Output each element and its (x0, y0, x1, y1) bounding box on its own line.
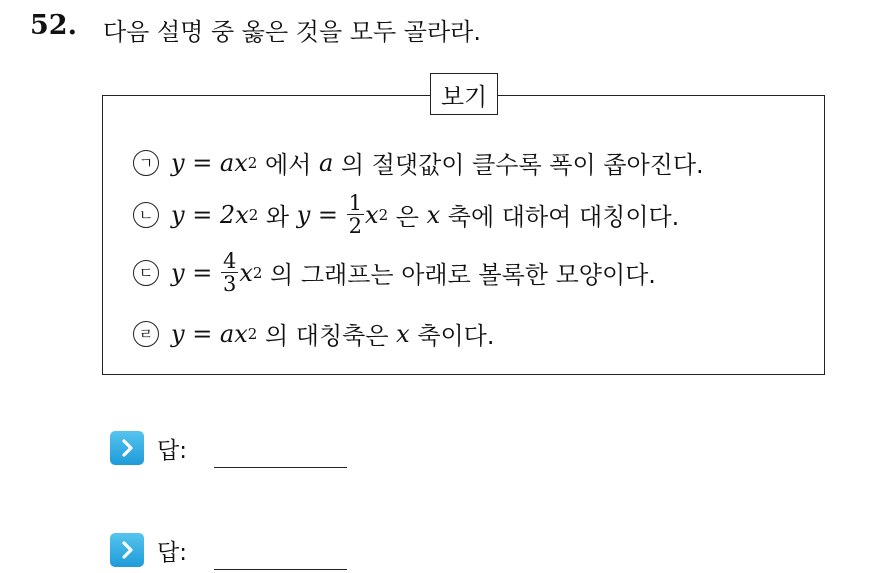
answer-label: 답: (157, 437, 187, 464)
exponent: 2 (247, 324, 258, 343)
question-text: 다음 설명 중 옳은 것을 모두 골라라. (103, 18, 481, 46)
item-text: 에서 (257, 151, 319, 179)
item-text: 축이다. (409, 322, 495, 350)
example-item-3 (133, 250, 656, 295)
item-text: 의 절댓값이 클수록 폭이 좁아진다. (333, 151, 704, 179)
example-item-1 (133, 145, 704, 180)
variable: x (365, 200, 379, 229)
equation: y = ax (171, 319, 248, 348)
circled-marker-3: ㄷ (133, 260, 159, 286)
exponent: 2 (378, 205, 389, 224)
exponent: 2 (247, 153, 258, 172)
variable: x (426, 200, 441, 229)
item-text: 와 (258, 203, 297, 232)
equation: y = (171, 258, 220, 287)
item-text: 축에 대하여 대칭이다. (440, 203, 680, 232)
answer-input-line-2[interactable] (214, 569, 347, 570)
circled-marker-2: ㄴ (133, 202, 159, 228)
answer-row-2 (110, 533, 187, 567)
circled-marker-4: ㄹ (133, 321, 159, 347)
exponent: 2 (248, 205, 259, 224)
answer-row-1 (110, 431, 187, 465)
answer-label: 답: (157, 539, 187, 566)
fraction (221, 250, 238, 295)
fraction (347, 192, 364, 237)
equation: y = (296, 200, 346, 229)
chevron-right-icon (110, 431, 144, 465)
item-text: 의 그래프는 아래로 볼록한 모양이다. (262, 261, 656, 290)
fraction-numerator: 1 (348, 191, 363, 215)
item-text: 은 (388, 203, 427, 232)
example-box-title: 보기 (430, 73, 498, 115)
item-text: 의 대칭축은 (257, 322, 397, 350)
example-item-4 (133, 316, 495, 351)
fraction-numerator: 4 (222, 249, 237, 273)
answer-input-line-1[interactable] (214, 467, 347, 468)
fraction-denominator: 2 (348, 214, 363, 239)
variable: x (239, 258, 253, 287)
circled-marker-1: ㄱ (133, 150, 159, 176)
example-item-2 (133, 192, 679, 237)
variable: x (396, 319, 410, 348)
variable: a (318, 148, 334, 177)
exponent: 2 (252, 263, 263, 282)
chevron-right-icon (110, 533, 144, 567)
equation: y = 2x (171, 200, 249, 229)
question-number: 52. (30, 10, 77, 41)
fraction-denominator: 3 (222, 272, 237, 297)
equation: y = ax (171, 148, 248, 177)
